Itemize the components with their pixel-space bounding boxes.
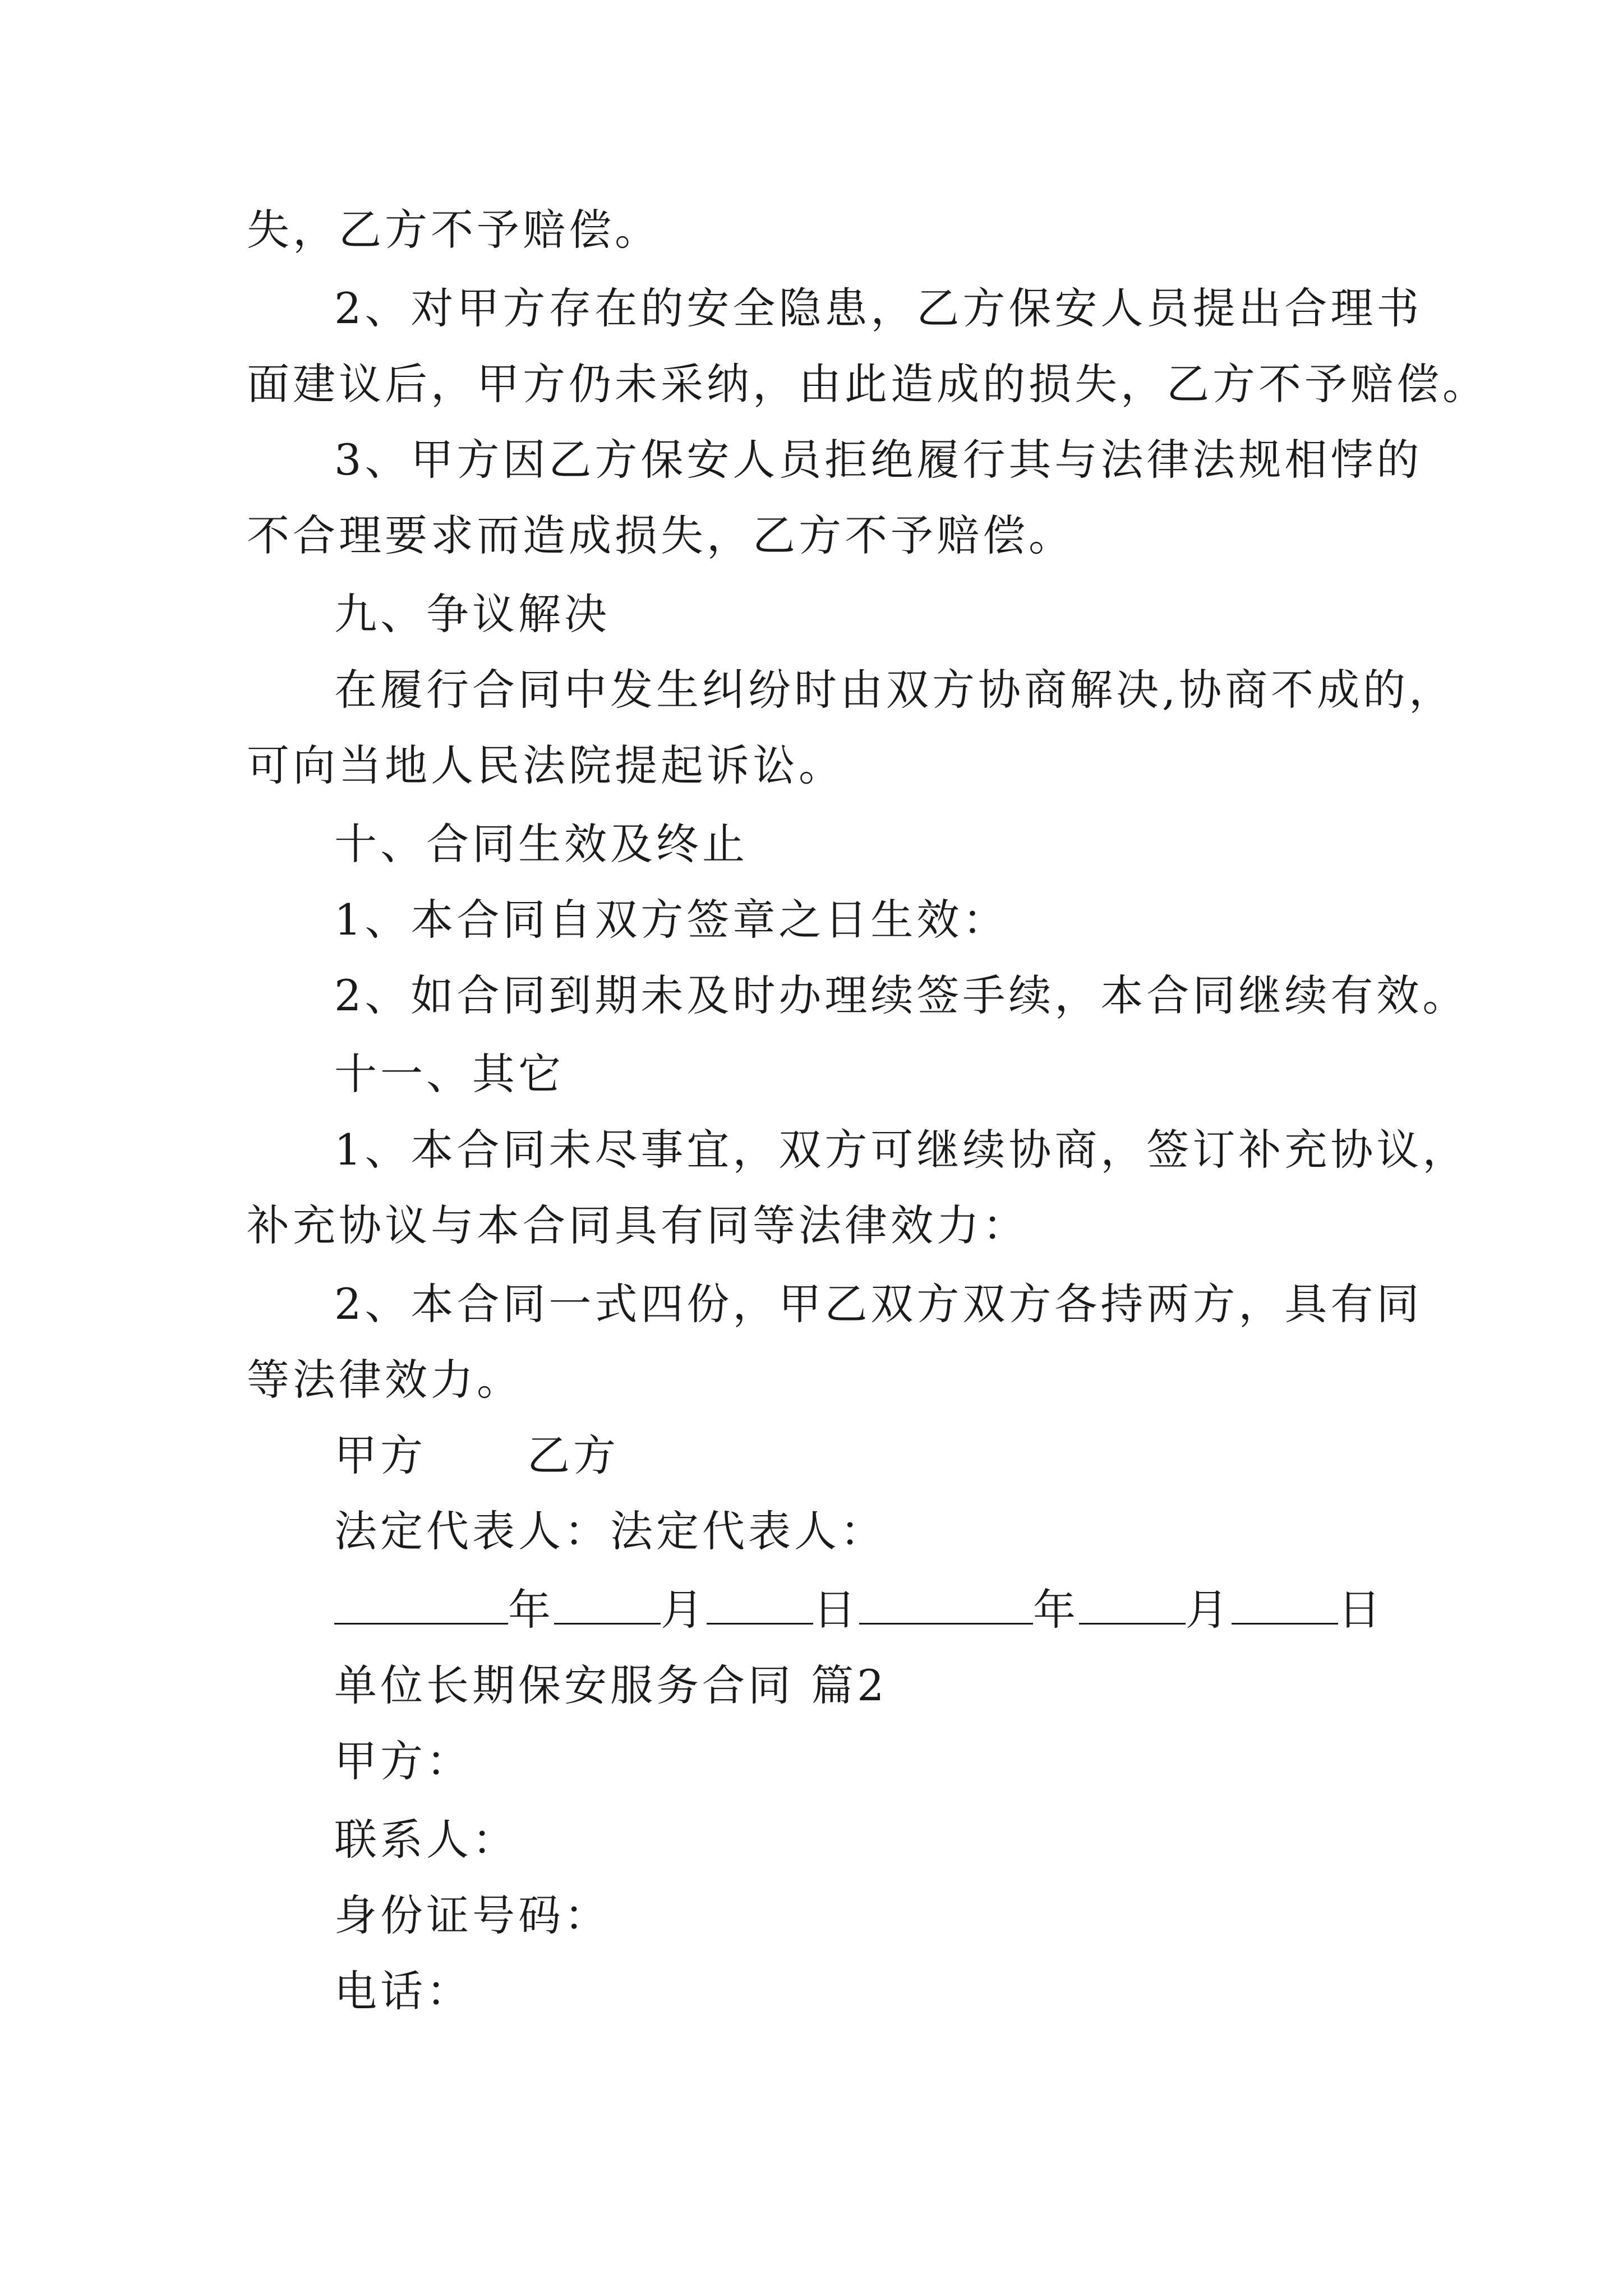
text-line: 失，乙方不予赔偿。: [247, 205, 661, 255]
text-line: 2、本合同一式四份，甲乙双方双方各持两方，具有同: [334, 1279, 1423, 1329]
party-a-field: 甲方：: [334, 1736, 472, 1786]
party-b-label: 乙方: [527, 1430, 619, 1480]
signature-parties: [334, 1428, 1478, 1484]
year-label: 年: [508, 1585, 554, 1635]
section-heading: 十一、其它: [334, 1049, 564, 1099]
party-a-label: 甲方: [334, 1430, 426, 1480]
month-blank-a[interactable]: [554, 1582, 661, 1625]
year-label: 年: [1033, 1585, 1079, 1635]
contact-field: 联系人：: [334, 1815, 518, 1865]
text-line: 面建议后，甲方仍未采纳，由此造成的损失，乙方不予赔偿。: [247, 359, 1488, 409]
text-line: 1、本合同未尽事宜，双方可继续协商，签订补充协议，: [334, 1125, 1469, 1175]
year-blank-a[interactable]: [334, 1582, 508, 1625]
month-label: 月: [661, 1585, 707, 1635]
rep-a-label: 法定代表人：: [334, 1506, 610, 1556]
text-line: 可向当地人民法院提起诉讼。: [247, 740, 845, 790]
text-line: 1、本合同自双方签章之日生效：: [334, 895, 1009, 945]
rep-b-label: 法定代表人：: [610, 1506, 886, 1556]
text-line: 等法律效力。: [247, 1355, 523, 1405]
legal-representatives: [334, 1503, 1478, 1559]
contract-title: 单位长期保安服务合同 篇2: [334, 1660, 888, 1710]
text-line: 3、甲方因乙方保安人员拒绝履行其与法律法规相悖的: [334, 435, 1423, 485]
text-line: 2、如合同到期未及时办理续签手续，本合同继续有效。: [334, 970, 1469, 1020]
phone-field: 电话：: [334, 1966, 472, 2016]
signature-dates: [334, 1582, 1478, 1638]
text-line: 在履行合同中发生纠纷时由双方协商解决,协商不成的，: [334, 665, 1455, 715]
day-blank-a[interactable]: [707, 1582, 813, 1625]
text-line: 2、对甲方存在的安全隐患，乙方保安人员提出合理书: [334, 283, 1423, 333]
day-blank-b[interactable]: [1232, 1582, 1338, 1625]
text-line: 补充协议与本合同具有同等法律效力：: [247, 1200, 1029, 1250]
day-label: 日: [813, 1585, 859, 1635]
section-heading: 十、合同生效及终止: [334, 819, 748, 869]
day-label: 日: [1338, 1585, 1384, 1635]
text-line: 不合理要求而造成损失，乙方不予赔偿。: [247, 510, 1075, 560]
id-number-field: 身份证号码：: [334, 1890, 610, 1940]
month-blank-b[interactable]: [1079, 1582, 1186, 1625]
year-blank-b[interactable]: [859, 1582, 1033, 1625]
section-heading: 九、争议解决: [334, 589, 610, 639]
month-label: 月: [1186, 1585, 1232, 1635]
